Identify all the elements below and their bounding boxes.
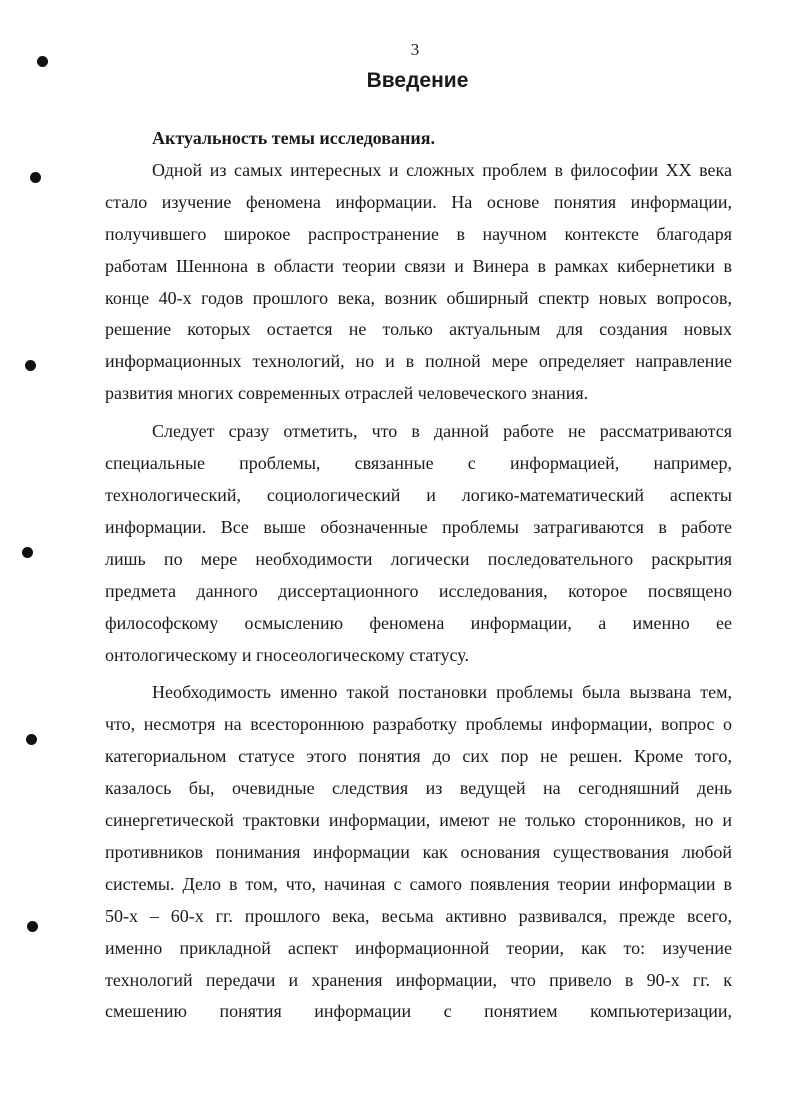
text-line: смешению понятия информации с понятием компьютеризации,: [105, 1001, 732, 1022]
text-line: синергетической трактовки информации, имеют не только сторонников, но и: [105, 810, 732, 831]
text-line: философскому осмыслению феномена информации, а именно ее: [105, 612, 732, 633]
document-body: [105, 123, 732, 1028]
text-line: информации. Все выше обозначенные проблемы затрагиваются в работе: [105, 516, 732, 537]
paragraph-2: [105, 416, 732, 671]
text-line: технологический, социологический и логико-математический аспекты: [105, 484, 732, 505]
text-line: лишь по мере необходимости логически последовательного раскрытия: [105, 548, 732, 569]
subheading: Актуальность темы исследования.: [152, 128, 435, 148]
text-line: решение которых остается не только актуальным для создания новых: [105, 319, 732, 340]
text-line: 50-х – 60-х гг. прошлого века, весьма активно развивался, прежде всего,: [105, 905, 732, 926]
text-line: специальные проблемы, связанные с информацией, например,: [105, 453, 732, 474]
paragraph-3: [105, 677, 732, 1028]
text-line: что, несмотря на всестороннюю разработку проблемы информации, вопрос о: [105, 714, 732, 735]
section-title: Введение: [366, 69, 469, 92]
binder-hole-dot: [22, 547, 33, 558]
text-line: Одной из самых интересных и сложных проблем в философии XX века: [152, 159, 732, 180]
binder-hole-dot: [30, 172, 41, 183]
text-line: стало изучение феномена информации. На основе понятия информации,: [105, 191, 732, 212]
text-line: конце 40-х годов прошлого века, возник обширный спектр новых вопросов,: [105, 287, 732, 308]
page-number: 3: [410, 40, 420, 59]
text-line: работам Шеннона в области теории связи и Винера в рамках кибернетики в: [105, 255, 732, 276]
binder-hole-dot: [27, 921, 38, 932]
paragraph-1: [105, 155, 732, 410]
text-line: именно прикладной аспект информационной теории, как то: изучение: [105, 937, 732, 958]
text-line: Следует сразу отметить, что в данной работе не рассматриваются: [152, 421, 732, 442]
binder-hole-dot: [25, 360, 36, 371]
text-line: предмета данного диссертационного исследования, которое посвящено: [105, 580, 732, 601]
text-line: противников понимания информации как основания существования любой: [105, 841, 732, 862]
text-line: казалось бы, очевидные следствия из ведущей на сегодняшний день: [105, 778, 732, 799]
text-line: онтологическому и гносеологическому статусу.: [105, 644, 469, 665]
text-line: информационных технологий, но и в полной мере определяет направление: [105, 351, 732, 372]
text-line: технологий передачи и хранения информации, что привело в 90-х гг. к: [105, 969, 732, 990]
text-line: категориальном статусе этого понятия до сих пор не решен. Кроме того,: [105, 746, 732, 767]
text-line: Необходимость именно такой постановки проблемы была вызвана тем,: [152, 682, 732, 703]
text-line: системы. Дело в том, что, начиная с самого появления теории информации в: [105, 873, 732, 894]
text-line: развития многих современных отраслей человеческого знания.: [105, 383, 589, 404]
text-line: получившего широкое распространение в научном контексте благодаря: [105, 223, 732, 244]
binder-hole-dot: [26, 734, 37, 745]
